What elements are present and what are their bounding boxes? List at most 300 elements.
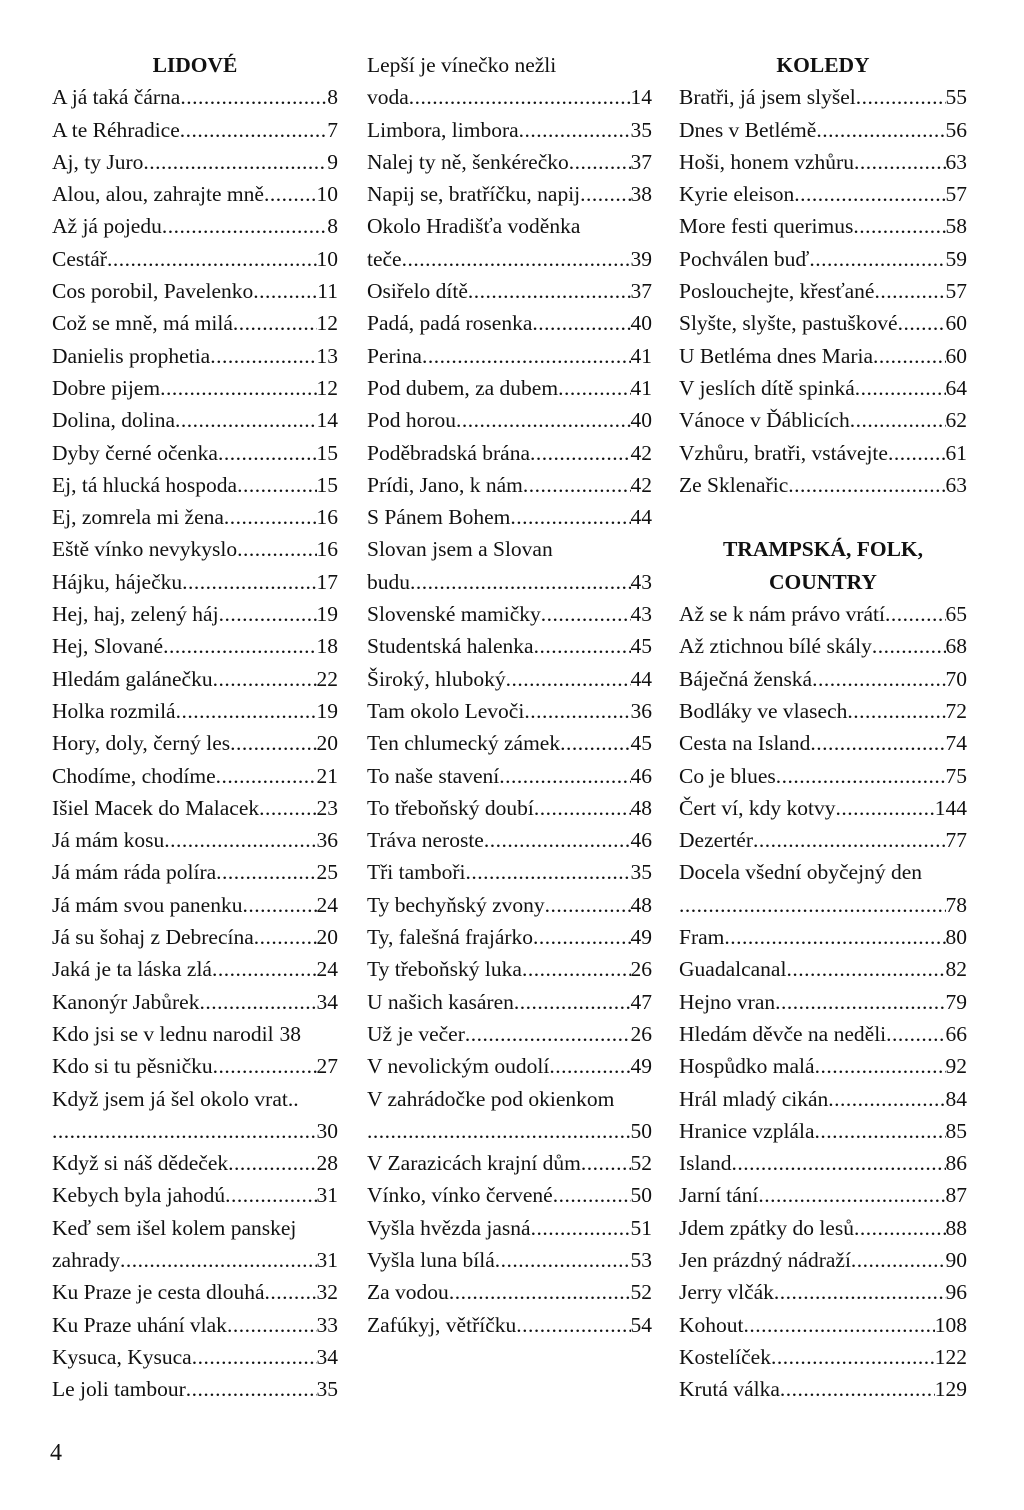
index-entry xyxy=(367,1309,652,1341)
entry-page-number: 61 xyxy=(945,440,967,465)
index-entry xyxy=(52,1373,338,1405)
entry-title: V jeslích dítě spinká xyxy=(679,375,855,400)
entry-page-number: 70 xyxy=(945,666,967,691)
entry-title: teče xyxy=(367,246,402,271)
index-entry xyxy=(52,1309,338,1341)
index-entry xyxy=(679,1083,967,1115)
entry-title: Já mám kosu xyxy=(52,828,165,853)
entry-title: Já su šohaj z Debrecína xyxy=(52,925,254,950)
entry-page-number: 122 xyxy=(934,1344,967,1369)
dot-leader xyxy=(812,663,945,695)
index-entry xyxy=(367,856,652,888)
dot-leader xyxy=(410,566,631,598)
entry-title: Perina xyxy=(367,343,422,368)
entry-title: Tam okolo Levoči xyxy=(367,698,525,723)
entry-title: Vínko, vínko červené xyxy=(367,1183,553,1208)
entry-title: Ty bechyňský zvony xyxy=(367,892,545,917)
entry-title: Za vodou xyxy=(367,1280,449,1305)
index-entry xyxy=(52,372,338,404)
index-entry xyxy=(367,921,652,953)
index-entry xyxy=(367,340,652,372)
entry-title: Guadalcanal xyxy=(679,957,787,982)
entry-title: Kysuca, Kysuca xyxy=(52,1344,192,1369)
index-entry xyxy=(52,501,338,533)
dot-leader xyxy=(107,243,317,275)
index-entry xyxy=(679,889,967,921)
entry-page-number: 32 xyxy=(316,1280,338,1305)
entry-title: Vyšla luna bílá xyxy=(367,1247,495,1272)
entry-title: Nalej ty ně, šenkérečko xyxy=(367,149,569,174)
entry-title: Ej, zomrela mi žena xyxy=(52,505,224,530)
index-entry xyxy=(679,243,967,275)
index-entry xyxy=(679,1276,967,1308)
entry-page-number: 38 xyxy=(279,1021,302,1046)
dot-leader xyxy=(786,953,945,985)
dot-leader xyxy=(506,663,631,695)
entry-page-number: 79 xyxy=(945,989,967,1014)
entry-page-number: 42 xyxy=(630,472,652,497)
section-gap xyxy=(679,501,967,533)
dot-leader xyxy=(532,307,630,339)
entry-page-number: 23 xyxy=(316,795,338,820)
dot-leader xyxy=(771,1341,935,1373)
index-entry xyxy=(679,437,967,469)
dot-leader xyxy=(545,889,631,921)
index-entry xyxy=(367,1179,652,1211)
entry-title: Chodíme, chodíme xyxy=(52,763,216,788)
section-heading-trampska-line-2: COUNTRY xyxy=(769,569,877,594)
entry-page-number: 37 xyxy=(630,279,652,304)
entry-page-number: 43 xyxy=(630,602,652,627)
index-entry xyxy=(367,1276,652,1308)
entry-title: Hájku, háječku xyxy=(52,569,183,594)
index-entry xyxy=(52,437,338,469)
index-entry xyxy=(367,760,652,792)
entry-page-number: 31 xyxy=(316,1247,338,1272)
index-entry xyxy=(679,953,967,985)
entry-title: Tráva neroste xyxy=(367,828,484,853)
section-heading-lidove: LIDOVÉ xyxy=(152,53,238,77)
index-entry xyxy=(367,178,652,210)
dot-leader xyxy=(775,986,945,1018)
dot-leader xyxy=(237,533,316,565)
index-entry xyxy=(367,1244,652,1276)
dot-leader xyxy=(744,1309,935,1341)
dot-leader xyxy=(874,275,945,307)
index-entry xyxy=(367,469,652,501)
entry-title: Bodláky ve vlasech xyxy=(679,698,848,723)
dot-leader xyxy=(898,307,946,339)
index-entry xyxy=(679,275,967,307)
dot-leader xyxy=(192,1341,317,1373)
dot-leader xyxy=(218,437,317,469)
entry-title: Kdo si tu pěsničku xyxy=(52,1054,213,1079)
entry-page-number: 26 xyxy=(630,1021,652,1046)
entry-page-number: 96 xyxy=(945,1280,967,1305)
entry-title: Což se mně, má milá xyxy=(52,311,233,336)
entry-page-number: 10 xyxy=(316,182,338,207)
index-entry xyxy=(367,695,652,727)
entry-page-number: 21 xyxy=(316,763,338,788)
index-entry xyxy=(52,114,338,146)
index-entry xyxy=(52,404,338,436)
entry-page-number: 14 xyxy=(630,85,652,110)
entry-title: Pod dubem, za dubem xyxy=(367,375,559,400)
index-column-3 xyxy=(679,49,967,1405)
dot-leader xyxy=(774,1276,946,1308)
entry-page-number: 16 xyxy=(316,505,338,530)
entry-title: Island xyxy=(679,1151,732,1176)
index-entry xyxy=(52,275,338,307)
entry-page-number: 45 xyxy=(630,634,652,659)
entry-page-number: 47 xyxy=(630,989,652,1014)
dot-leader xyxy=(484,824,631,856)
entry-title: Studentská halenka xyxy=(367,634,534,659)
entry-page-number: 36 xyxy=(630,698,652,723)
entry-title: Hledám galánečku xyxy=(52,666,213,691)
index-entry xyxy=(367,372,652,404)
entry-title: A te Réhradice xyxy=(52,117,180,142)
entry-title: Le joli tambour xyxy=(52,1377,186,1402)
entry-page-number: 57 xyxy=(945,182,967,207)
index-entry xyxy=(52,598,338,630)
dot-leader xyxy=(233,307,317,339)
entry-page-number: 34 xyxy=(316,989,338,1014)
dot-leader xyxy=(219,598,317,630)
entry-title: Napij se, bratříčku, napij xyxy=(367,182,581,207)
entry-title: Osiřelo dítě xyxy=(367,279,468,304)
entry-title: Co je blues xyxy=(679,763,776,788)
entry-page-number: 20 xyxy=(316,925,338,950)
entry-page-number: 34 xyxy=(316,1344,338,1369)
entry-title: Slovenské mamičky xyxy=(367,602,541,627)
index-entry xyxy=(52,856,338,888)
index-entry xyxy=(367,1018,652,1050)
index-entry xyxy=(52,953,338,985)
entry-page-number: 72 xyxy=(945,698,967,723)
entry-page-number: 49 xyxy=(630,1054,652,1079)
dot-leader xyxy=(265,1276,317,1308)
dot-leader xyxy=(534,630,631,662)
entry-page-number: 17 xyxy=(316,569,338,594)
entry-title: Vánoce v Ďáblicích xyxy=(679,408,850,433)
entry-page-number: 15 xyxy=(316,472,338,497)
dot-leader xyxy=(885,598,946,630)
dot-leader xyxy=(456,404,631,436)
entry-page-number: 24 xyxy=(316,957,338,982)
index-entry-title-line: Okolo Hradišťa voděnka xyxy=(367,214,581,239)
index-entry-title-line: Slovan jsem a Slovan xyxy=(367,537,553,562)
index-entry xyxy=(679,1309,967,1341)
index-entry xyxy=(52,824,338,856)
entry-page-number: 87 xyxy=(945,1183,967,1208)
dot-leader xyxy=(176,695,317,727)
dot-leader xyxy=(449,1276,631,1308)
dot-leader xyxy=(466,856,631,888)
entry-title: Hledám děvče na neděli xyxy=(679,1021,887,1046)
entry-page-number: 31 xyxy=(316,1183,338,1208)
entry-page-number: 48 xyxy=(630,795,652,820)
index-entry xyxy=(52,792,338,824)
index-entry-title-line: Keď sem išel kolem panskej xyxy=(52,1215,297,1240)
entry-page-number: 78 xyxy=(945,892,967,917)
index-entry xyxy=(679,986,967,1018)
dot-leader xyxy=(242,889,316,921)
entry-page-number: 74 xyxy=(945,731,967,756)
entry-page-number: 60 xyxy=(945,311,967,336)
entry-title: Kdo jsi se v lednu narodil xyxy=(52,1021,274,1046)
entry-title: Ten chlumecký zámek xyxy=(367,731,561,756)
section-heading-koledy: KOLEDY xyxy=(776,53,870,77)
index-entry xyxy=(52,889,338,921)
entry-title: Ty třeboňský luka xyxy=(367,957,522,982)
dot-leader xyxy=(530,437,631,469)
entry-page-number: 144 xyxy=(934,795,967,820)
entry-title: Široký, hluboký xyxy=(367,666,506,691)
entry-title: Cestář xyxy=(52,246,107,271)
dot-leader xyxy=(549,1050,630,1082)
entry-page-number: 12 xyxy=(316,311,338,336)
entry-page-number: 37 xyxy=(630,149,652,174)
entry-title: Danielis prophetia xyxy=(52,343,211,368)
entry-page-number: 38 xyxy=(630,182,652,207)
dot-leader xyxy=(854,1212,946,1244)
entry-title: Ze Sklenařic xyxy=(679,472,789,497)
index-entry xyxy=(679,1179,967,1211)
index-entry xyxy=(679,598,967,630)
entry-title: Kyrie eleison xyxy=(679,182,795,207)
dot-leader xyxy=(886,1018,945,1050)
entry-title: Krutá válka xyxy=(679,1377,780,1402)
dot-leader xyxy=(216,856,316,888)
dot-leader xyxy=(216,760,317,792)
dot-leader xyxy=(499,760,630,792)
dot-leader xyxy=(143,146,327,178)
entry-list-lidove xyxy=(52,81,338,1405)
dot-leader xyxy=(828,1083,945,1115)
index-entry xyxy=(52,146,338,178)
index-entry xyxy=(52,1018,338,1050)
page-number: 4 xyxy=(50,1440,62,1466)
entry-title: Kebych byla jahodú xyxy=(52,1183,226,1208)
entry-page-number: 35 xyxy=(630,860,652,885)
index-entry xyxy=(679,210,967,242)
entry-page-number: 41 xyxy=(630,343,652,368)
entry-title: Ej, tá hlucká hospoda xyxy=(52,472,238,497)
index-entry xyxy=(367,663,652,695)
entry-page-number: 75 xyxy=(945,763,967,788)
entry-list-trampska xyxy=(679,598,967,1405)
entry-page-number: 63 xyxy=(945,472,967,497)
entry-page-number: 11 xyxy=(317,279,338,304)
index-entry xyxy=(367,146,652,178)
entry-page-number: 30 xyxy=(316,1118,338,1143)
index-entry xyxy=(679,340,967,372)
index-entry xyxy=(52,210,338,242)
dot-leader xyxy=(558,372,630,404)
entry-title: Prídi, Jano, k nám xyxy=(367,472,523,497)
dot-leader xyxy=(523,469,631,501)
entry-page-number: 25 xyxy=(316,860,338,885)
index-entry xyxy=(679,1244,967,1276)
index-entry xyxy=(52,533,338,565)
entry-title: Dyby černé očenka xyxy=(52,440,218,465)
dot-leader xyxy=(851,1244,946,1276)
dot-leader xyxy=(230,727,316,759)
index-entry xyxy=(679,178,967,210)
entry-title: Bratři, já jsem slyšel xyxy=(679,85,856,110)
entry-title: V nevolickým oudolí xyxy=(367,1054,550,1079)
dot-leader xyxy=(210,340,316,372)
dot-leader xyxy=(776,760,946,792)
index-entry xyxy=(679,469,967,501)
entry-page-number: 8 xyxy=(327,214,338,239)
index-entry xyxy=(52,178,338,210)
entry-title: Poděbradská brána xyxy=(367,440,530,465)
dot-leader xyxy=(253,275,317,307)
dot-leader xyxy=(809,243,945,275)
dot-leader xyxy=(856,81,946,113)
index-entry xyxy=(52,1147,338,1179)
entry-page-number: 16 xyxy=(316,537,338,562)
entry-page-number: 19 xyxy=(316,602,338,627)
entry-page-number: 15 xyxy=(316,440,338,465)
dot-leader xyxy=(228,1147,316,1179)
entry-page-number: 50 xyxy=(630,1183,652,1208)
index-entry xyxy=(367,824,652,856)
entry-page-number: 86 xyxy=(945,1151,967,1176)
dot-leader xyxy=(182,566,316,598)
entry-title: Dolina, dolina xyxy=(52,408,176,433)
dot-leader xyxy=(180,114,327,146)
entry-title: To naše stavení xyxy=(367,763,500,788)
entry-title: Pod horou xyxy=(367,408,456,433)
entry-page-number: 49 xyxy=(630,925,652,950)
index-entry xyxy=(679,1115,967,1147)
entry-title: Cesta na Island xyxy=(679,731,811,756)
index-entry xyxy=(679,1341,967,1373)
index-entry xyxy=(367,307,652,339)
entry-page-number: 82 xyxy=(945,957,967,982)
entry-title: U Betléma dnes Maria xyxy=(679,343,874,368)
entry-title: Ku Praze uhání vlak xyxy=(52,1312,227,1337)
entry-title: Hranice vzplála xyxy=(679,1118,815,1143)
index-entry xyxy=(52,921,338,953)
index-entry xyxy=(52,760,338,792)
entry-page-number: 51 xyxy=(630,1215,652,1240)
dot-leader xyxy=(815,1115,946,1147)
dot-leader xyxy=(524,695,630,727)
dot-leader xyxy=(160,372,316,404)
dot-leader xyxy=(186,1373,317,1405)
index-column-2 xyxy=(367,49,652,1341)
dot-leader xyxy=(162,210,327,242)
entry-page-number: 64 xyxy=(945,375,967,400)
entry-title: Pochválen buď xyxy=(679,246,810,271)
index-entry xyxy=(679,663,967,695)
index-entry xyxy=(679,1373,967,1405)
dot-leader xyxy=(873,340,945,372)
index-entry-title-line: Docela všední obyčejný den xyxy=(679,860,922,885)
entry-page-number: 52 xyxy=(630,1280,652,1305)
entry-page-number: 48 xyxy=(630,892,652,917)
dot-leader xyxy=(810,727,945,759)
index-entry xyxy=(367,598,652,630)
dot-leader xyxy=(854,146,946,178)
index-entry xyxy=(367,1050,652,1082)
dot-leader xyxy=(581,1147,631,1179)
entry-title: Poslouchejte, křesťané xyxy=(679,279,875,304)
entry-page-number: 66 xyxy=(945,1021,967,1046)
entry-page-number: 39 xyxy=(630,246,652,271)
entry-page-number: 77 xyxy=(945,828,967,853)
index-entry xyxy=(52,630,338,662)
index-entry xyxy=(679,1147,967,1179)
entry-title: Jdem zpátky do lesů xyxy=(679,1215,854,1240)
entry-page-number: 36 xyxy=(316,828,338,853)
dot-leader xyxy=(835,792,934,824)
index-entry xyxy=(679,372,967,404)
entry-title: Hej, haj, zelený háj xyxy=(52,602,219,627)
entry-page-number: 46 xyxy=(630,763,652,788)
index-entry xyxy=(679,792,967,824)
entry-title: S Pánem Bohem xyxy=(367,505,511,530)
dot-leader xyxy=(402,243,631,275)
entry-page-number: 54 xyxy=(630,1312,652,1337)
entry-page-number: 10 xyxy=(316,246,338,271)
dot-leader xyxy=(468,275,631,307)
index-entry xyxy=(679,146,967,178)
entry-page-number: 8 xyxy=(327,85,338,110)
entry-title: Išiel Macek do Malacek xyxy=(52,795,260,820)
entry-title: Hejno vran xyxy=(679,989,776,1014)
index-entry xyxy=(367,889,652,921)
dot-leader xyxy=(164,824,316,856)
entry-page-number: 33 xyxy=(316,1312,338,1337)
entry-title: Holka rozmilá xyxy=(52,698,176,723)
entry-page-number: 43 xyxy=(630,569,652,594)
entry-title: Když si náš dědeček xyxy=(52,1151,229,1176)
entry-page-number: 42 xyxy=(630,440,652,465)
entry-title: Jarní tání xyxy=(679,1183,759,1208)
entry-page-number: 62 xyxy=(945,408,967,433)
index-entry xyxy=(52,1244,338,1276)
entry-page-number: 52 xyxy=(630,1151,652,1176)
entry-title: Limbora, limbora xyxy=(367,117,519,142)
dot-leader xyxy=(679,889,946,921)
entry-title: U našich kasáren xyxy=(367,989,514,1014)
entry-page-number: 90 xyxy=(945,1247,967,1272)
entry-page-number: 9 xyxy=(327,149,338,174)
entry-page-number: 26 xyxy=(630,957,652,982)
entry-page-number: 92 xyxy=(945,1054,967,1079)
index-entry xyxy=(52,986,338,1018)
index-entry xyxy=(679,695,967,727)
index-column-1 xyxy=(52,49,338,1405)
dot-leader xyxy=(514,986,631,1018)
dot-leader xyxy=(213,663,317,695)
dot-leader xyxy=(816,114,945,146)
dot-leader xyxy=(367,1115,631,1147)
index-entry-title-line: V zahrádočke pod okienkom xyxy=(367,1086,615,1111)
dot-leader xyxy=(724,921,945,953)
dot-leader xyxy=(212,953,317,985)
dot-leader xyxy=(519,114,631,146)
entry-title: budu xyxy=(367,569,410,594)
index-entry xyxy=(367,81,652,113)
index-entry xyxy=(367,792,652,824)
dot-leader xyxy=(227,1309,317,1341)
